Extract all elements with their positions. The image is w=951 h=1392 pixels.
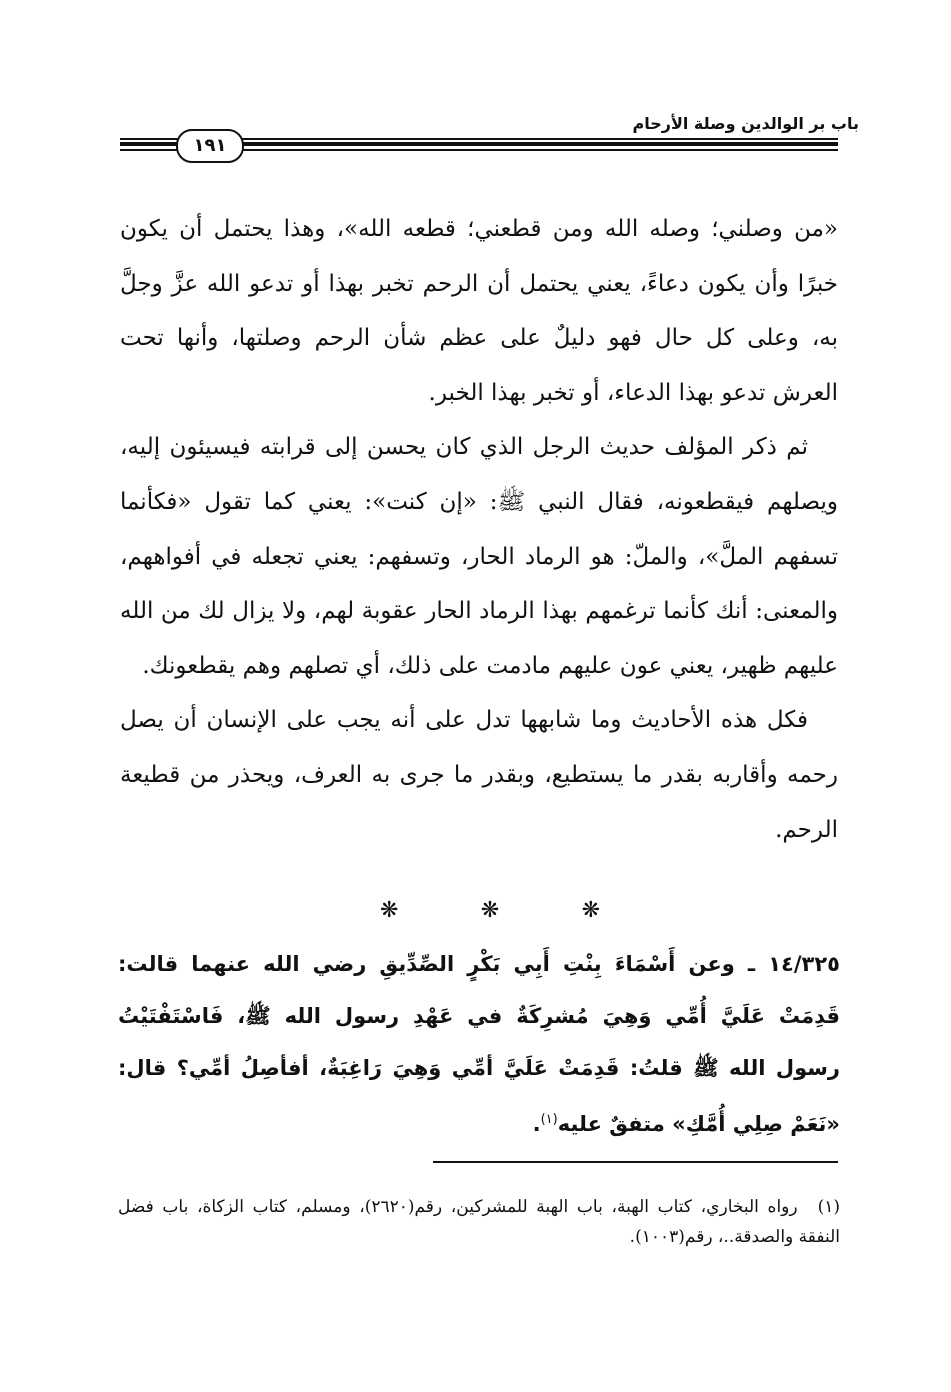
hadith-text bbox=[118, 938, 840, 1150]
chapter-title: باب بر الوالدين وصلة الأرحام bbox=[632, 114, 859, 133]
section-separator bbox=[380, 898, 600, 923]
separator-star: ❋ bbox=[581, 898, 600, 923]
footnote-reference[interactable]: (١) bbox=[540, 1112, 558, 1127]
paragraph: فكل هذه الأحاديث وما شابهها تدل على أنه يجب على الإنسان أن يصل رحمه وأقاربه بقدر ما يستطيع، وبقدر ما جرى به العرف، ويحذر من قطيعة الرحم. bbox=[120, 707, 838, 843]
hadith-body: ١٤/٣٢٥ ـ وعن أَسْمَاءَ بِنْتِ أَبِي بَكْرٍ الصِّدِّيقِ رضي الله عنهما قالت: قَدِمَتْ عَلَيَّ أُمِّي وَهِيَ مُشرِكَةٌ في عَهْدِ رسول الله ﷺ، فَاسْتَفْتَيْتُ رسول الله ﷺ قلتُ: قَدِمَتْ عَلَيَّ أمِّي وَهِيَ رَاغِبَةٌ، أفأصِلُ أمِّي؟ قال: «نَعَمْ صِلِي أُمَّكِ» متفقٌ عليه bbox=[118, 952, 840, 1136]
footnote-divider bbox=[433, 1161, 838, 1163]
paragraph: «من وصلني؛ وصله الله ومن قطعني؛ قطعه الله»، وهذا يحتمل أن يكون خبرًا وأن يكون دعاءً، يعني يحتمل أن الرحم تخبر بهذا أو تدعو الله عزَّ وجلَّ به، وعلى كل حال فهو دليلٌ على عظم شأن الرحم وصلتها، وأنها تحت العرش تدعو بهذا الدعاء، أو تخبر بهذا الخبر. bbox=[120, 216, 838, 406]
hadith-end: . bbox=[532, 1112, 541, 1136]
footnote bbox=[118, 1192, 840, 1252]
separator-star: ❋ bbox=[380, 898, 399, 923]
footnote-text: رواه البخاري، كتاب الهبة، باب الهبة للمشركين، رقم(٢٦٢٠)، ومسلم، كتاب الزكاة، باب فضل النفقة والصدقة..، رقم(١٠٠٣). bbox=[118, 1197, 840, 1247]
paragraph: ثم ذكر المؤلف حديث الرجل الذي كان يحسن إلى قرابته فيسيئون إليه، ويصلهم فيقطعونه، فقال النبي ﷺ: «إن كنت»: يعني كما تقول «فكأنما تسفهم الملَّ»، والملّ: هو الرماد الحار، وتسفهم: يعني تجعله في أفواههم، والمعنى: أنك كأنما ترغمهم بهذا الرماد الحار عقوبة لهم، ولا يزال لك من الله عليهم ظهير، يعني عون عليهم مادمت على ذلك، أي تصلهم وهم يقطعونك. bbox=[120, 434, 838, 679]
separator-star: ❋ bbox=[480, 898, 500, 923]
page-number: ١٩١ bbox=[176, 129, 244, 163]
body-text bbox=[120, 202, 838, 857]
footnote-number: (١) bbox=[817, 1197, 841, 1217]
